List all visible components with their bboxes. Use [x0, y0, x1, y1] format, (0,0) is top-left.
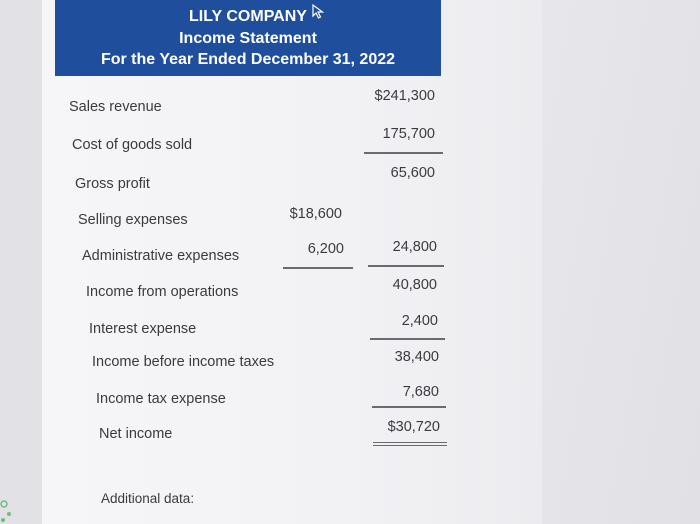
label-sales-revenue: Sales revenue — [69, 99, 162, 115]
amount-administrative-expenses: 6,200 — [307, 241, 344, 257]
statement-header — [55, 0, 441, 76]
label-selling-expenses: Selling expenses — [78, 212, 188, 228]
statement-title: Income Statement — [179, 30, 317, 47]
amount-interest-expense: 2,400 — [401, 313, 438, 329]
underline-interest — [370, 338, 445, 340]
label-gross-profit: Gross profit — [75, 176, 150, 192]
label-income-tax-expense: Income tax expense — [96, 391, 226, 407]
statement-period: For the Year Ended December 31, 2022 — [100, 51, 396, 68]
amount-sales-revenue: $241,300 — [374, 88, 435, 104]
additional-data-label: Additional data: — [101, 491, 195, 506]
amount-net-income: $30,720 — [387, 419, 440, 435]
double-underline-net-income — [373, 442, 447, 446]
background-surface — [0, 0, 42, 524]
underline-admin-detail — [283, 267, 353, 269]
label-net-income: Net income — [99, 426, 173, 442]
amount-income-from-operations: 40,800 — [392, 277, 437, 293]
label-interest-expense: Interest expense — [89, 321, 197, 337]
mouse-cursor-icon — [312, 4, 326, 20]
amount-total-operating-expenses: 24,800 — [392, 239, 437, 255]
underline-cogs — [364, 152, 443, 154]
underline-opex-total — [368, 265, 444, 267]
underline-tax — [372, 406, 446, 408]
label-cost-of-goods-sold: Cost of goods sold — [72, 137, 193, 153]
company-name: LILY COMPANY — [189, 8, 307, 25]
label-income-from-operations: Income from operations — [86, 284, 239, 300]
amount-income-tax-expense: 7,680 — [402, 384, 439, 400]
amount-income-before-taxes: 38,400 — [394, 349, 439, 365]
label-income-before-taxes: Income before income taxes — [92, 354, 275, 370]
amount-cost-of-goods-sold: 175,700 — [382, 126, 435, 142]
corner-decoration-icon — [0, 496, 20, 524]
amount-selling-expenses: $18,600 — [289, 206, 342, 222]
label-administrative-expenses: Administrative expenses — [82, 248, 240, 264]
amount-gross-profit: 65,600 — [390, 165, 435, 181]
